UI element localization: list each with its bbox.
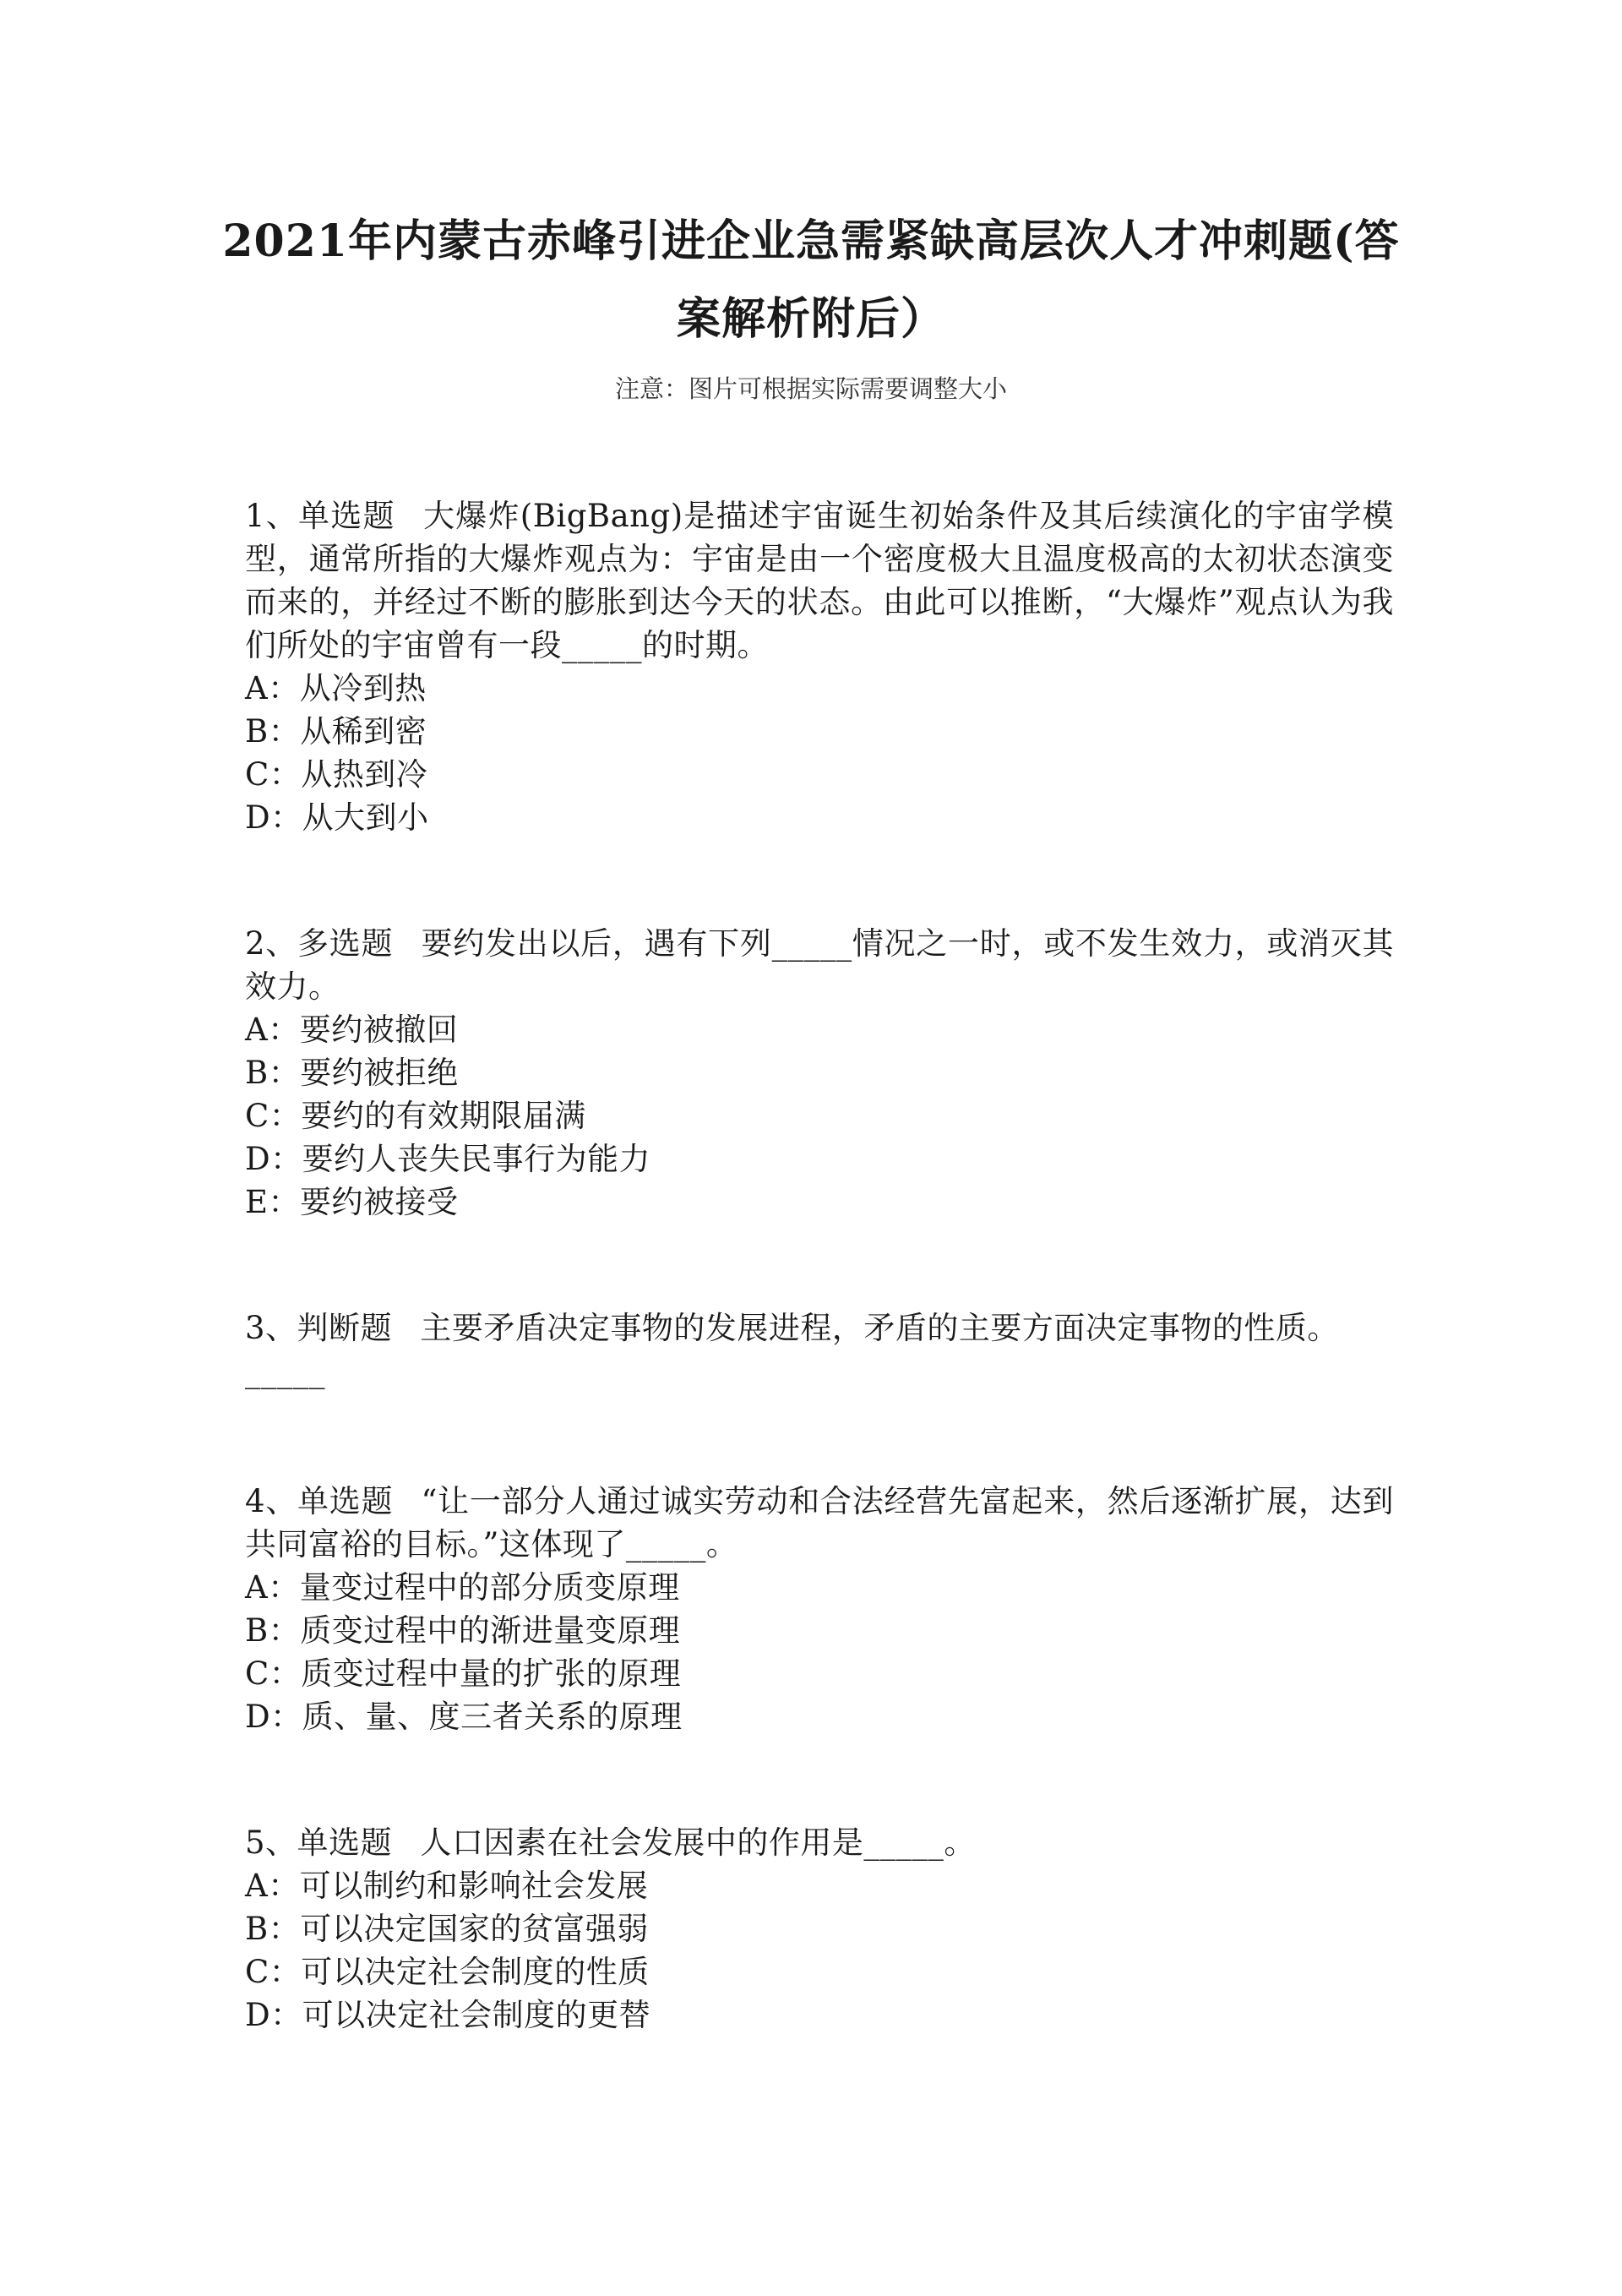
question-4 xyxy=(245,1480,1394,1738)
option-b: B：从稀到密 xyxy=(245,713,427,750)
option-a: A：要约被撤回 xyxy=(245,1012,459,1048)
question-type: 判断题 xyxy=(297,1310,393,1346)
question-stem xyxy=(245,1821,1394,1864)
document-title-line-2: 案解析附后） xyxy=(676,293,945,345)
option-list xyxy=(245,1864,1394,2037)
question-number: 5、 xyxy=(245,1824,297,1861)
option-d: D：可以决定社会制度的更替 xyxy=(245,1997,651,2033)
answer-blank: _____ xyxy=(245,1353,325,1389)
option-a: A：可以制约和影响社会发展 xyxy=(245,1868,649,1904)
option-d: D：质、量、度三者关系的原理 xyxy=(245,1699,683,1735)
question-type: 单选题 xyxy=(297,1483,394,1519)
document-title-line-1: 2021年内蒙古赤峰引进企业急需紧缺高层次人才冲刺题(答 xyxy=(222,215,1400,267)
option-c: C：可以决定社会制度的性质 xyxy=(245,1954,650,1990)
option-d: D：从大到小 xyxy=(245,799,429,836)
question-text: 要约发出以后，遇有下列_____情况之一时，或不发生效力，或消灭其效力。 xyxy=(245,925,1395,1005)
option-c: C：质变过程中量的扩张的原理 xyxy=(245,1655,682,1692)
question-1 xyxy=(245,494,1394,839)
option-e: E：要约被接受 xyxy=(245,1184,459,1220)
option-d: D：要约人丧失民事行为能力 xyxy=(245,1141,651,1177)
question-number: 2、 xyxy=(245,925,298,962)
question-5 xyxy=(245,1821,1394,2037)
question-text: 大爆炸(BigBang)是描述宇宙诞生初始条件及其后续演化的宇宙学模型，通常所指的大爆炸观点为：宇宙是由一个密度极大且温度极高的太初状态演变而来的，并经过不断的膨胀到达今天的状态。由此可以推断，“大爆炸”观点认为我们所处的宇宙曾有一段_____的时期。 xyxy=(245,498,1394,663)
question-number: 1、 xyxy=(245,498,299,534)
question-2 xyxy=(245,922,1394,1224)
question-stem xyxy=(245,922,1394,1008)
option-list xyxy=(245,1566,1394,1738)
option-c: C：从热到冷 xyxy=(245,756,428,793)
question-3 xyxy=(245,1306,1394,1393)
question-type: 多选题 xyxy=(297,925,394,962)
question-text: “让一部分人通过诚实劳动和合法经营先富起来，然后逐渐扩展，达到共同富裕的目标。”这体现了_____。 xyxy=(245,1483,1395,1562)
question-type: 单选题 xyxy=(298,498,395,534)
option-b: B：质变过程中的渐进量变原理 xyxy=(245,1612,681,1649)
question-number: 4、 xyxy=(245,1483,298,1519)
question-text: 人口因素在社会发展中的作用是_____。 xyxy=(420,1824,976,1861)
option-a: A：从冷到热 xyxy=(245,670,427,706)
question-stem xyxy=(245,494,1394,667)
question-text: 主要矛盾决定事物的发展进程，矛盾的主要方面决定事物的性质。 xyxy=(420,1310,1339,1346)
question-number: 3、 xyxy=(245,1310,297,1346)
option-a: A：量变过程中的部分质变原理 xyxy=(245,1569,680,1606)
question-stem xyxy=(245,1480,1394,1566)
question-stem xyxy=(245,1306,1394,1393)
question-type: 单选题 xyxy=(297,1824,393,1861)
option-b: B：要约被拒绝 xyxy=(245,1055,459,1091)
option-c: C：要约的有效期限届满 xyxy=(245,1098,586,1134)
option-b: B：可以决定国家的贫富强弱 xyxy=(245,1911,649,1947)
option-list xyxy=(245,667,1394,839)
document-note: 注意：图片可根据实际需要调整大小 xyxy=(614,374,1007,403)
option-list xyxy=(245,1008,1394,1224)
